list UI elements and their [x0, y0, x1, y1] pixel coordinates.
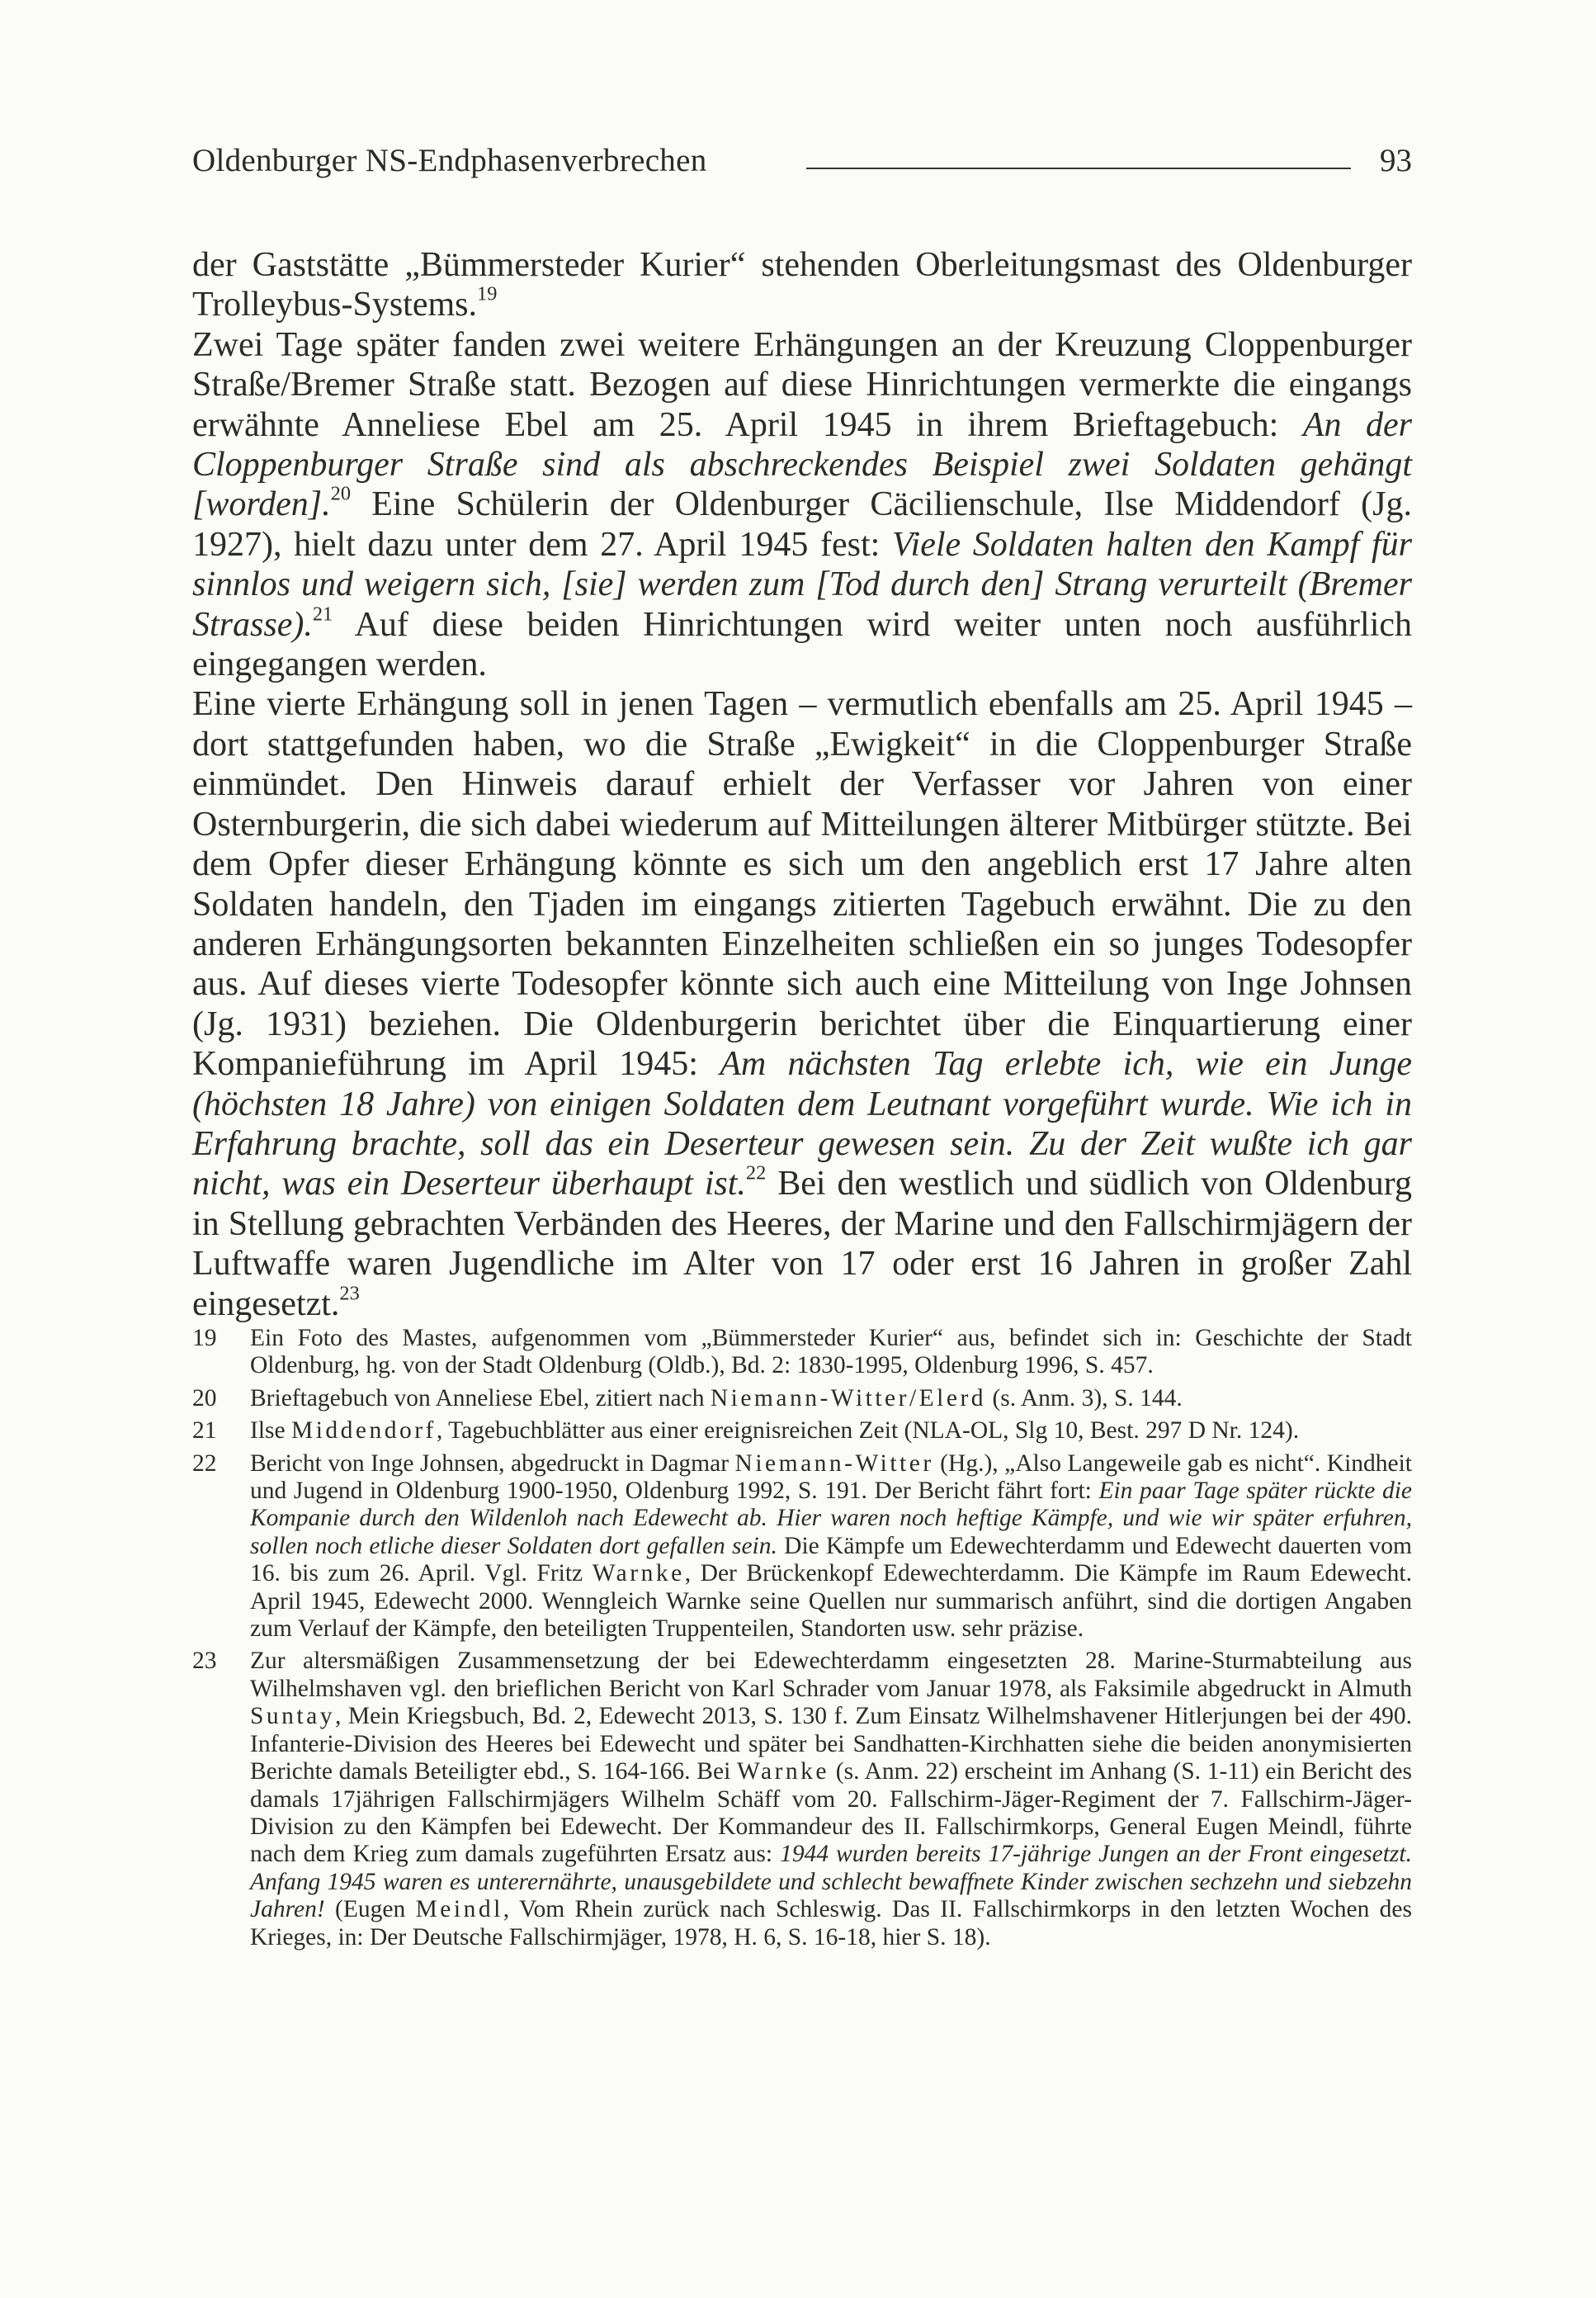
quote: 1944 wurden bereits 17-jährige Jungen an der Front eingesetzt. Anfang 1945 waren es unterernährte, unausgebildete und schlecht bewaffnete Kinder zwischen sechzehn und siebzehn Jahren!	[250, 1841, 1412, 1923]
text-run: Ein Foto des Mastes, aufgenommen vom „Bümmersteder Kurier“ aus, befindet sich in: Geschichte der Stadt Oldenburg, hg. von der Stadt Oldenburg (Oldb.), Bd. 2: 1830-1995, Oldenburg 1996, S. 457.	[250, 1325, 1412, 1379]
text-run: Eine Schülerin der Oldenburger Cäcilienschule, Ilse Middendorf (Jg. 1927), hielt dazu unter dem 27. April 1945 fest:	[192, 485, 1412, 564]
author-name: Meindl	[415, 1896, 503, 1923]
running-title: Oldenburger NS-Endphasenverbrechen	[192, 143, 707, 178]
footnote-number: 22	[192, 1449, 217, 1477]
text-run: , Mein Kriegsbuch, Bd. 2, Edewecht 2013, S. 130 f. Zum Einsatz Wilhelmshavener Hitlerjungen bei der 490. Infanterie-Division des Heeres bei Edewecht und später bei Sandhatten-Kirchhatten siehe die beiden anonymisierten Berichte damals Beteiligter ebd., S. 164-166. Bei	[250, 1703, 1412, 1785]
paragraph	[192, 325, 1412, 685]
author-name: Middendorf	[290, 1417, 437, 1445]
text-run: Eine vierte Erhängung soll in jenen Tagen – vermutlich ebenfalls am 25. April 1945 – dort stattgefunden haben, wo die Straße „Ewigkeit“ in die Cloppenburger Straße einmündet. Den Hinweis darauf erhielt der Verfasser vor Jahren von einer Osternburgerin, die sich dabei wiederum auf Mitteilungen älterer Mitbürger stützte. Bei dem Opfer dieser Erhängung könnte es sich um den angeblich erst 17 Jahre alten Soldaten handeln, den Tjaden im eingangs zitierten Tagebuch erwähnt. Die zu den anderen Erhängungsorten bekannten Einzelheiten schließen ein so junges Todesopfer aus. Auf dieses vierte Todesopfer könnte sich auch eine Mitteilung von Inge Johnsen (Jg. 1931) beziehen. Die Oldenburgerin berichtet über die Einquartierung einer Kompanieführung im April 1945:	[192, 685, 1412, 1084]
footnote	[192, 1417, 1412, 1445]
text-run: Ilse	[250, 1417, 291, 1445]
footnote-ref: 21	[312, 603, 333, 626]
page-number: 93	[1380, 143, 1412, 178]
footnote-text	[250, 1325, 1412, 1380]
text-run: Zwei Tage später fanden zwei weitere Erhängungen an der Kreuzung Cloppenburger Straße/Bremer Straße statt. Bezogen auf diese Hinrichtungen vermerkte die eingangs erwähnte Anneliese Ebel am 25. April 1945 in ihrem Brieftagebuch:	[192, 325, 1412, 444]
author-name: Warnke	[737, 1758, 830, 1785]
footnote-number: 23	[192, 1648, 217, 1675]
author-name: Suntay	[250, 1703, 335, 1730]
text-run: der Gaststätte „Bümmersteder Kurier“ stehenden Oberleitungsmast des Oldenburger Trolleybus-Systems.	[192, 246, 1412, 324]
footnote-number: 19	[192, 1325, 217, 1351]
text-run: (s. Anm. 3), S. 144.	[986, 1384, 1183, 1411]
footnote	[192, 1450, 1412, 1643]
footnote-text	[250, 1648, 1412, 1950]
text-run: , Vom Rhein zurück nach Schleswig. Das II. Fallschirmkorps in den letzten Wochen des Krieges, in: Der Deutsche Fallschirmjäger, 1978, H. 6, S. 16-18, hier S. 18).	[250, 1896, 1412, 1950]
author-name: Warnke	[592, 1560, 685, 1587]
text-run: Auf diese beiden Hinrichtungen wird weiter unten noch ausführlich eingegangen werden.	[192, 605, 1412, 684]
footnote-number: 21	[192, 1417, 217, 1445]
footnote-text	[250, 1385, 1412, 1412]
footnote-text	[250, 1450, 1412, 1643]
quote: Ein paar Tage später rückte die Kompanie durch den Wildenloh nach Edewecht ab. Hier waren noch heftige Kämpfe, und wie wir später erfuhren, sollen noch etliche dieser Soldaten dort gefallen sein.	[250, 1478, 1412, 1559]
text-run: , Tagebuchblätter aus einer ereignisreichen Zeit (NLA-OL, Slg 10, Best. 297 D Nr. 124).	[436, 1417, 1300, 1445]
footnotes	[192, 1325, 1412, 1956]
footnote-text	[250, 1417, 1412, 1445]
text-run: , Der Brückenkopf Edewechterdamm. Die Kämpfe im Raum Edewecht. April 1945, Edewecht 2000. Wenngleich Warnke seine Quellen nur summarisch anführt, sind die dortigen Angaben zum Verlauf der Kämpfe, den beteiligten Truppenteilen, Standorten usw. sehr präzise.	[250, 1560, 1412, 1643]
main-text	[192, 245, 1412, 1324]
quote: Am nächsten Tag erlebte ich, wie ein Junge (höchsten 18 Jahre) von einigen Soldaten dem Leutnant vorgeführt wurde. Wie ich in Erfahrung brachte, soll das ein Deserteur gewesen sein. Zu der Zeit wußte ich gar nicht, was ein Deserteur überhaupt ist.	[192, 1045, 1412, 1203]
text-run: (s. Anm. 22) erscheint im Anhang (S. 1-11) ein Bericht des damals 17jährigen Fallschirmjägers Wilhelm Schäff vom 20. Fallschirm-Jäger-Regiment der 7. Fallschirm-Jäger-Division zu den Kämpfen bei Edewecht. Der Kommandeur des II. Fallschirmkorps, General Eugen Meindl, führte nach dem Krieg zum damals zugeführten Ersatz aus:	[250, 1758, 1412, 1868]
footnote-ref: 19	[477, 283, 498, 306]
text-run: Bericht von Inge Johnsen, abgedruckt in Dagmar	[250, 1449, 735, 1477]
paragraph	[192, 245, 1412, 325]
footnote-ref: 23	[339, 1282, 360, 1305]
author-name: Niemann-Witter	[734, 1449, 934, 1477]
footnote	[192, 1385, 1412, 1412]
footnote-ref: 22	[745, 1162, 767, 1185]
text-run: Zur altersmäßigen Zusammensetzung der bei Edewechterdamm eingesetzten 28. Marine-Sturmabteilung aus Wilhelmshaven vgl. den brieflichen Bericht von Karl Schrader vom Januar 1978, als Faksimile abgedruckt in Almuth	[250, 1648, 1412, 1702]
text-run: (Eugen	[324, 1896, 416, 1923]
quote: An der Cloppenburger Straße sind als abschreckendes Beispiel zwei Soldaten gehängt [worden].	[192, 405, 1412, 524]
text-run: Brieftagebuch von Anneliese Ebel, zitiert nach	[250, 1384, 711, 1411]
text-run: Die Kämpfe um Edewechterdamm und Edewecht dauerten vom 16. bis zum 26. April. Vgl. Fritz	[250, 1532, 1412, 1587]
running-header	[192, 142, 1412, 192]
footnote-ref: 20	[330, 483, 351, 506]
footnote	[192, 1325, 1412, 1380]
header-rule	[806, 168, 1351, 169]
footnote-number: 20	[192, 1384, 217, 1411]
text-run: Bei den westlich und südlich von Oldenburg in Stellung gebrachten Verbänden des Heeres, der Marine und den Fallschirmjägern der Luftwaffe waren Jugendliche im Alter von 17 oder erst 16 Jahren in großer Zahl eingesetzt.	[192, 1165, 1413, 1323]
text-run: (Hg.), „Also Langeweile gab es nicht“. Kindheit und Jugend in Oldenburg 1900-1950, Oldenburg 1992, S. 191. Der Bericht fährt fort:	[250, 1449, 1412, 1505]
quote: Viele Soldaten halten den Kampf für sinnlos und weigern sich, [sie] werden zum [Tod durch den] Strang verurteilt (Bremer Strasse).	[192, 525, 1412, 644]
paragraph	[192, 684, 1412, 1324]
footnote	[192, 1648, 1412, 1950]
author-name: Niemann-Witter/Elerd	[710, 1384, 987, 1411]
